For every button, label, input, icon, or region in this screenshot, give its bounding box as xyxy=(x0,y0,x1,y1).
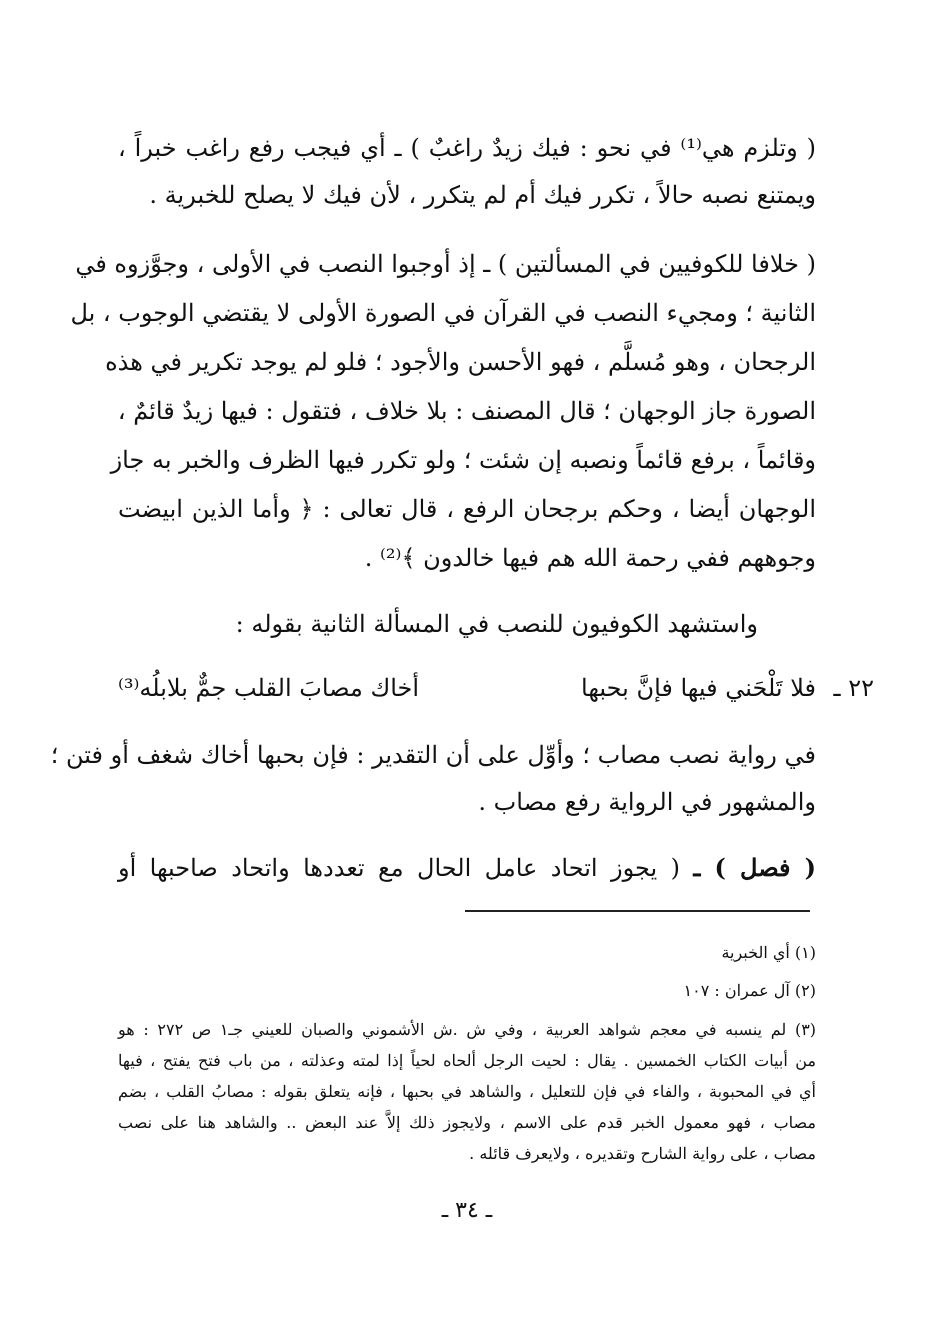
verse-hemistich-2: أخاك مصابَ القلب جمٌّ بلابلُه⁽³⁾ xyxy=(118,674,420,702)
paragraph2-line-6: الوجهان أيضا ، وحكم برجحان الرفع ، قال تعالى : ﴿ وأما الذين ابيضت xyxy=(118,495,817,523)
paragraph2-line-5: وقائماً ، برفع قائماً ونصبه إن شئت ؛ ولو تكرر فيها الظرف والخبر به جاز xyxy=(110,446,816,474)
section-heading: ( فصل ) ـ xyxy=(693,853,816,882)
paragraph2-line-2: الثانية ؛ ومجيء النصب في القرآن في الصورة الأولى لا يقتضي الوجوب ، بل xyxy=(70,299,816,327)
verse-number: ٢٢ ـ xyxy=(833,674,874,702)
paragraph2-line-4: الصورة جاز الوجهان ؛ قال المصنف : بلا خلاف ، فتقول : فيها زيدٌ قائمٌ ، xyxy=(117,397,816,425)
footnote-separator xyxy=(465,910,810,912)
footnote-1: (١) أي الخبرية xyxy=(721,943,816,962)
paragraph2-line-7: وجوههم ففي رحمة الله هم فيها خالدون ﴾⁽²⁾ . xyxy=(364,544,816,572)
section-text: ( يجوز اتحاد عامل الحال مع تعددها واتحاد صاحبها أو xyxy=(118,854,680,882)
verse-hemistich-1: فلا تَلْحَني فيها فإنَّ بحبها xyxy=(581,674,816,702)
footnote-3-line-5: مصاب ، على رواية الشارح وتقديره ، ولايعرف قائله . xyxy=(469,1144,816,1163)
paragraph3-line: واستشهد الكوفيون للنصب في المسألة الثانية بقوله : xyxy=(235,610,758,638)
footnote-3-line-1: (٣) لم ينسبه في معجم شواهد العربية ، وفي ش .ش الأشموني والصبان للعيني جـ١ ص ٢٧٢ : هو xyxy=(118,1020,817,1039)
footnote-2: (٢) آل عمران : ١٠٧ xyxy=(683,981,816,1000)
footnote-3-line-2: من أبيات الكتاب الخمسين . يقال : لحيت الرجل ألحاه لحياً إذا لمته وعذلته ، من باب فتح يفتح ، فيها xyxy=(118,1051,816,1070)
paragraph1-line-2: ويمتنع نصبه حالاً ، تكرر فيك أم لم يتكرر ، لأن فيك لا يصلح للخبرية . xyxy=(149,181,816,209)
paragraph5-line xyxy=(118,848,816,888)
paragraph4-line-1: في رواية نصب مصاب ؛ وأوِّل على أن التقدير : فإن بحبها أخاك شغف أو فتن ؛ xyxy=(50,741,816,769)
paragraph4-line-2: والمشهور في الرواية رفع مصاب . xyxy=(478,788,816,816)
paragraph1-line-1: ( وتلزم هي⁽¹⁾ في نحو : فيك زيدٌ راغبٌ ) ـ أي فيجب رفع راغب خبراً ، xyxy=(118,134,816,162)
footnote-3-line-4: مصاب ، فهو معمول الخبر قدم على الاسم ، ولايجوز ذلك إلاَّ عند البعض .. والشاهد هنا على نصب xyxy=(118,1113,816,1132)
paragraph2-line-3: الرجحان ، وهو مُسلَّم ، فهو الأحسن والأجود ؛ فلو لم يوجد تكرير في هذه xyxy=(105,348,816,376)
footnote-3-line-3: أي في المحبوبة ، والفاء في فإن للتعليل ، والشاهد في بحبها ، فإنه يتعلق بقوله : مصابُ القلب ، بضم xyxy=(118,1082,816,1101)
paragraph2-line-1: ( خلافا للكوفيين في المسألتين ) ـ إذ أوجبوا النصب في الأولى ، وجوَّزوه في xyxy=(75,250,816,278)
page-number: ـ ٣٤ ـ xyxy=(441,1198,493,1223)
